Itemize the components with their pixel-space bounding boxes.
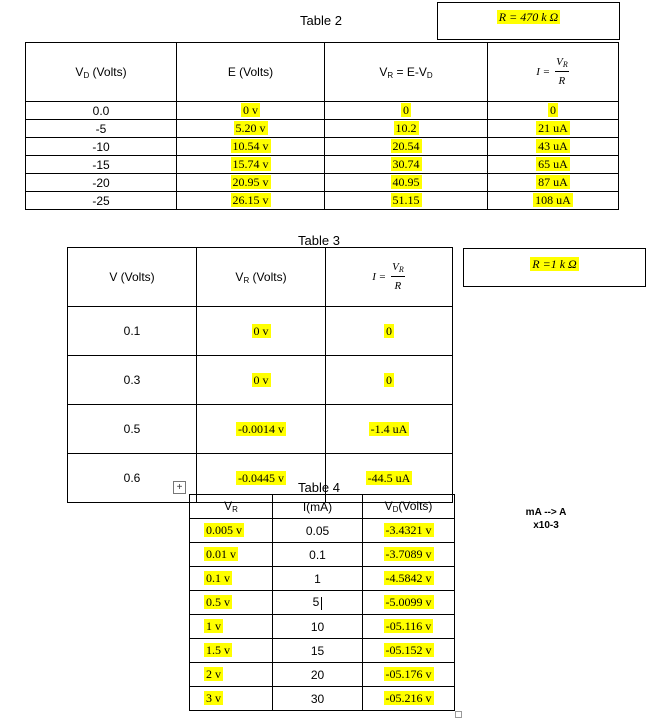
table4-value-vr: 3 v: [206, 691, 221, 705]
table2-cell-vd: 0.0: [26, 102, 177, 120]
table2-value-e: 20.95 v: [232, 175, 269, 189]
table4-value-vr: 1 v: [206, 619, 221, 633]
table4-cell-vd: [363, 639, 455, 663]
table4-cell-i: 30: [273, 687, 363, 711]
table4-row: [190, 591, 455, 615]
table3-value-vr: -0.0445 v: [238, 470, 284, 485]
table2-header-e: E (Volts): [177, 43, 325, 102]
table2-cell-vr: [325, 174, 488, 192]
table4-cell-i: 0.05: [273, 519, 363, 543]
sub-r: R: [232, 505, 238, 514]
table3-cell-v: 0.1: [68, 307, 197, 356]
table2-cell-e: [177, 156, 325, 174]
table3-header-vr: $V_R$ (Volts): [197, 248, 326, 307]
table2: [25, 42, 619, 210]
table4-value-vd: -05.116 v: [385, 619, 432, 633]
table4-cell-vd: [363, 663, 455, 687]
table4-cell-vd: [363, 591, 455, 615]
table3-caption: Table 3: [298, 233, 340, 248]
table2-value-vr: 10.2: [395, 121, 417, 135]
table2-value-vr: 51.15: [392, 193, 420, 207]
table2-value-vr: 30.74: [392, 157, 420, 171]
table4-value-vd: -4.5842 v: [385, 571, 432, 585]
table4-caption: Table 4: [298, 480, 340, 495]
unit-conversion-line1: mA --> A: [525, 507, 567, 518]
table4-cell-vr: [190, 615, 273, 639]
table2-cell-i: [488, 174, 619, 192]
table2-cell-i: [488, 120, 619, 138]
table4-value-vd: -3.7089 v: [385, 547, 432, 561]
table2-resistor-note: R = 470 k Ω: [498, 10, 559, 24]
table4-value-vr: 1.5 v: [206, 643, 230, 657]
table3-cell-i: [326, 307, 453, 356]
table3-header-v: V (Volts): [68, 248, 197, 307]
table2-cell-vd: -10: [26, 138, 177, 156]
table2-cell-i: [488, 192, 619, 210]
table4-value-vr: 0.01 v: [206, 547, 236, 561]
table2-header-row: [26, 43, 619, 102]
table4-cell-vd: [363, 519, 455, 543]
table4-cell-vr: [190, 663, 273, 687]
table4-value-vd: -3.4321 v: [385, 523, 432, 537]
table3-cell-vr: [197, 405, 326, 454]
table2-row: [26, 174, 619, 192]
table4-value-i: 5: [312, 595, 320, 610]
sub-d: D: [426, 70, 433, 80]
table3-resistor-note-box: [463, 248, 646, 287]
table4-cell-i: 0.1: [273, 543, 363, 567]
table4-value-vd: -05.176 v: [385, 667, 432, 681]
table-resize-handle[interactable]: [455, 711, 462, 718]
table2-value-i: 65 uA: [538, 157, 568, 171]
table3-value-vr: 0 v: [253, 323, 269, 338]
table2-value-i: 87 uA: [538, 175, 568, 189]
table4-row: [190, 663, 455, 687]
table4-value-vr: 0.5 v: [206, 595, 230, 609]
table4-header-vr: $V_R$: [190, 495, 273, 519]
table2-value-vr: 40.95: [392, 175, 420, 189]
table4-value-vr: 0.1 v: [206, 571, 230, 585]
table3-header-i: [326, 248, 453, 307]
table3-cell-v: 0.3: [68, 356, 197, 405]
table2-cell-vd: -15: [26, 156, 177, 174]
table3-value-i: 0: [386, 323, 392, 338]
table2-value-e: 26.15 v: [232, 193, 269, 207]
table4-cell-i: [273, 591, 363, 615]
table2-value-i: 0: [550, 103, 556, 117]
table2-cell-e: [177, 120, 325, 138]
table4-cell-vd: [363, 687, 455, 711]
sub-d: D: [83, 70, 90, 80]
table3-value-vr: -0.0014 v: [238, 421, 284, 436]
table3-cell-v: 0.5: [68, 405, 197, 454]
table2-value-i: 43 uA: [538, 139, 568, 153]
unit-conversion-note: [510, 506, 582, 532]
table4-cell-i: 20: [273, 663, 363, 687]
table2-cell-vd: -5: [26, 120, 177, 138]
table2-cell-e: [177, 192, 325, 210]
table4-cell-vr: [190, 639, 273, 663]
table-move-handle[interactable]: +: [173, 481, 186, 494]
table2-cell-e: [177, 174, 325, 192]
table2-value-vr: 20.54: [392, 139, 420, 153]
table3-row: [68, 405, 453, 454]
table4: [189, 494, 455, 711]
table4-cell-vr: [190, 543, 273, 567]
table4-value-vr: 2 v: [206, 667, 221, 681]
table3-value-i: 0: [386, 372, 392, 387]
table2-value-e: 15.74 v: [232, 157, 269, 171]
table4-value-vd: -05.216 v: [385, 691, 432, 705]
table2-row: [26, 138, 619, 156]
table2-cell-vr: [325, 102, 488, 120]
table3-row: [68, 307, 453, 356]
table2-cell-i: [488, 102, 619, 120]
table2-cell-vr: [325, 120, 488, 138]
table4-cell-vd: [363, 615, 455, 639]
text-cursor: [321, 597, 322, 610]
table2-cell-vr: [325, 156, 488, 174]
table4-cell-vr: [190, 519, 273, 543]
table3-cell-vr: [197, 356, 326, 405]
current-formula: I = $\frac{V_R}{R}$: [372, 261, 404, 292]
table4-row: [190, 687, 455, 711]
table3-cell-v: 0.6: [68, 454, 197, 503]
table4-row: [190, 543, 455, 567]
table4-cell-vr: [190, 591, 273, 615]
table2-cell-e: [177, 138, 325, 156]
table2-value-i: 108 uA: [535, 193, 571, 207]
table2-value-e: 0 v: [243, 103, 258, 117]
table3-value-vr: 0 v: [253, 372, 269, 387]
table4-header-i: I(mA): [273, 495, 363, 519]
sub-r: R: [243, 275, 250, 285]
sub-r: R: [387, 70, 394, 80]
table2-caption: Table 2: [300, 13, 342, 28]
table2-cell-i: [488, 156, 619, 174]
table4-header-vd: $V_D(Volts)$: [363, 495, 455, 519]
table2-header-vd: $V_D$ (Volts): [26, 43, 177, 102]
table4-cell-i: 1: [273, 567, 363, 591]
table4-cell-i: 10: [273, 615, 363, 639]
unit-conversion-line2: x10-3: [533, 520, 559, 531]
table4-row: [190, 639, 455, 663]
table4-cell-vd: [363, 567, 455, 591]
table4-row: [190, 615, 455, 639]
table4-header-row: [190, 495, 455, 519]
table4-cell-vr: [190, 687, 273, 711]
current-formula: I = $\frac{V_R}{R}$: [536, 56, 568, 87]
table2-cell-vr: [325, 192, 488, 210]
table4-value-vd: -5.0099 v: [385, 595, 432, 609]
table2-value-vr: 0: [403, 103, 409, 117]
table4-value-vr: 0.005 v: [206, 523, 242, 537]
table2-value-e: 10.54 v: [232, 139, 269, 153]
table4-row: [190, 519, 455, 543]
table2-row: [26, 192, 619, 210]
table3-header-row: [68, 248, 453, 307]
table4-cell-vd: [363, 543, 455, 567]
table3-value-i: -1.4 uA: [370, 421, 408, 436]
table4-row: [190, 567, 455, 591]
table2-cell-vd: -25: [26, 192, 177, 210]
table4-cell-i: 15: [273, 639, 363, 663]
table2-row: [26, 120, 619, 138]
table2-cell-i: [488, 138, 619, 156]
table2-cell-e: [177, 102, 325, 120]
table3-cell-i: [326, 405, 453, 454]
table4-value-vd: -05.152 v: [385, 643, 432, 657]
table2-cell-vr: [325, 138, 488, 156]
table2-header-i: [488, 43, 619, 102]
table3-row: [68, 356, 453, 405]
table2-header-vr: $V_R = E-V_D$: [325, 43, 488, 102]
table3-resistor-note: R =1 k Ω: [532, 257, 577, 271]
sub-d: D: [392, 505, 399, 514]
table2-row: [26, 102, 619, 120]
table3: [67, 247, 453, 503]
table2-row: [26, 156, 619, 174]
table2-value-e: 5.20 v: [235, 121, 266, 135]
table4-cell-vr: [190, 567, 273, 591]
table2-resistor-note-box: [437, 2, 620, 40]
table3-cell-i: [326, 356, 453, 405]
table2-value-i: 21 uA: [538, 121, 568, 135]
table3-cell-vr: [197, 307, 326, 356]
table2-cell-vd: -20: [26, 174, 177, 192]
table3-value-i: -44.5 uA: [367, 470, 411, 485]
